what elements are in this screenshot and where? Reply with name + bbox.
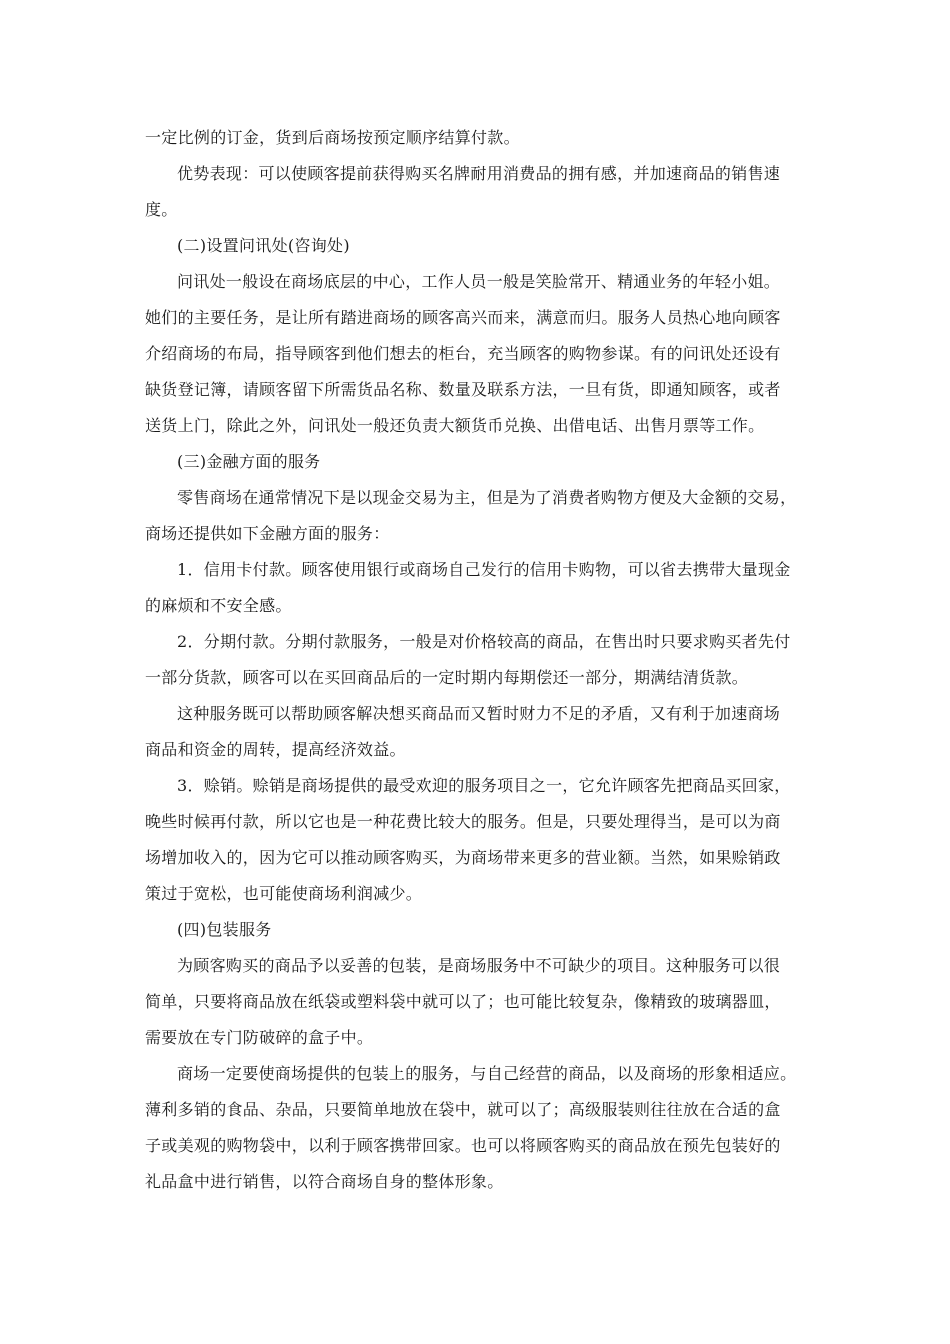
text-line: 需要放在专门防破碎的盒子中。: [145, 1028, 374, 1047]
text-line: 这种服务既可以帮助顾客解决想买商品而又暂时财力不足的矛盾，又有利于加速商场: [177, 704, 781, 723]
section-heading: (三)金融方面的服务: [177, 452, 321, 471]
text-line: 零售商场在通常情况下是以现金交易为主，但是为了消费者购物方便及大金额的交易，: [177, 488, 797, 507]
text-line: 送货上门，除此之外，问讯处一般还负责大额货币兑换、出借电话、出售月票等工作。: [145, 416, 765, 435]
text-line: 为顾客购买的商品予以妥善的包装，是商场服务中不可缺少的项目。这种服务可以很: [177, 956, 781, 975]
text-line: 她们的主要任务，是让所有踏进商场的顾客高兴而来，满意而归。服务人员热心地向顾客: [145, 308, 781, 327]
text-line: 策过于宽松，也可能使商场利润减少。: [145, 884, 423, 903]
text-line: 场增加收入的，因为它可以推动顾客购买，为商场带来更多的营业额。当然，如果赊销政: [145, 848, 781, 867]
text-line: 商场一定要使商场提供的包装上的服务，与自己经营的商品，以及商场的形象相适应。: [177, 1064, 797, 1083]
text-line: 介绍商场的布局，指导顾客到他们想去的柜台，充当顾客的购物参谋。有的问讯处还设有: [145, 344, 781, 363]
section-heading: (四)包装服务: [177, 920, 272, 939]
text-line: 礼品盒中进行销售，以符合商场自身的整体形象。: [145, 1172, 504, 1191]
text-line: 商品和资金的周转，提高经济效益。: [145, 740, 406, 759]
text-line: 子或美观的购物袋中，以利于顾客携带回家。也可以将顾客购买的商品放在预先包装好的: [145, 1136, 781, 1155]
text-line: 商场还提供如下金融方面的服务：: [145, 524, 390, 543]
text-line: 晚些时候再付款，所以它也是一种花费比较大的服务。但是，只要处理得当，是可以为商: [145, 812, 781, 831]
section-heading: (二)设置问讯处(咨询处): [177, 236, 350, 255]
text-line: 一定比例的订金，货到后商场按预定顺序结算付款。: [145, 128, 520, 147]
text-line: 一部分货款，顾客可以在买回商品后的一定时期内每期偿还一部分，期满结清货款。: [145, 668, 749, 687]
text-line: 3．赊销。赊销是商场提供的最受欢迎的服务项目之一，它允许顾客先把商品买回家，: [177, 776, 791, 795]
text-line: 简单，只要将商品放在纸袋或塑料袋中就可以了；也可能比较复杂，像精致的玻璃器皿，: [145, 992, 781, 1011]
text-line: 的麻烦和不安全感。: [145, 596, 292, 615]
text-line: 2．分期付款。分期付款服务，一般是对价格较高的商品，在售出时只要求购买者先付: [177, 632, 791, 651]
text-line: 度。: [145, 200, 178, 219]
text-line: 缺货登记簿，请顾客留下所需货品名称、数量及联系方法，一旦有货，即通知顾客，或者: [145, 380, 781, 399]
text-line: 1．信用卡付款。顾客使用银行或商场自己发行的信用卡购物，可以省去携带大量现金: [177, 560, 791, 579]
text-line: 问讯处一般设在商场底层的中心，工作人员一般是笑脸常开、精通业务的年轻小姐。: [177, 272, 781, 291]
text-line: 薄利多销的食品、杂品，只要简单地放在袋中，就可以了；高级服装则往往放在合适的盒: [145, 1100, 781, 1119]
text-line: 优势表现：可以使顾客提前获得购买名牌耐用消费品的拥有感，并加速商品的销售速: [177, 164, 781, 183]
